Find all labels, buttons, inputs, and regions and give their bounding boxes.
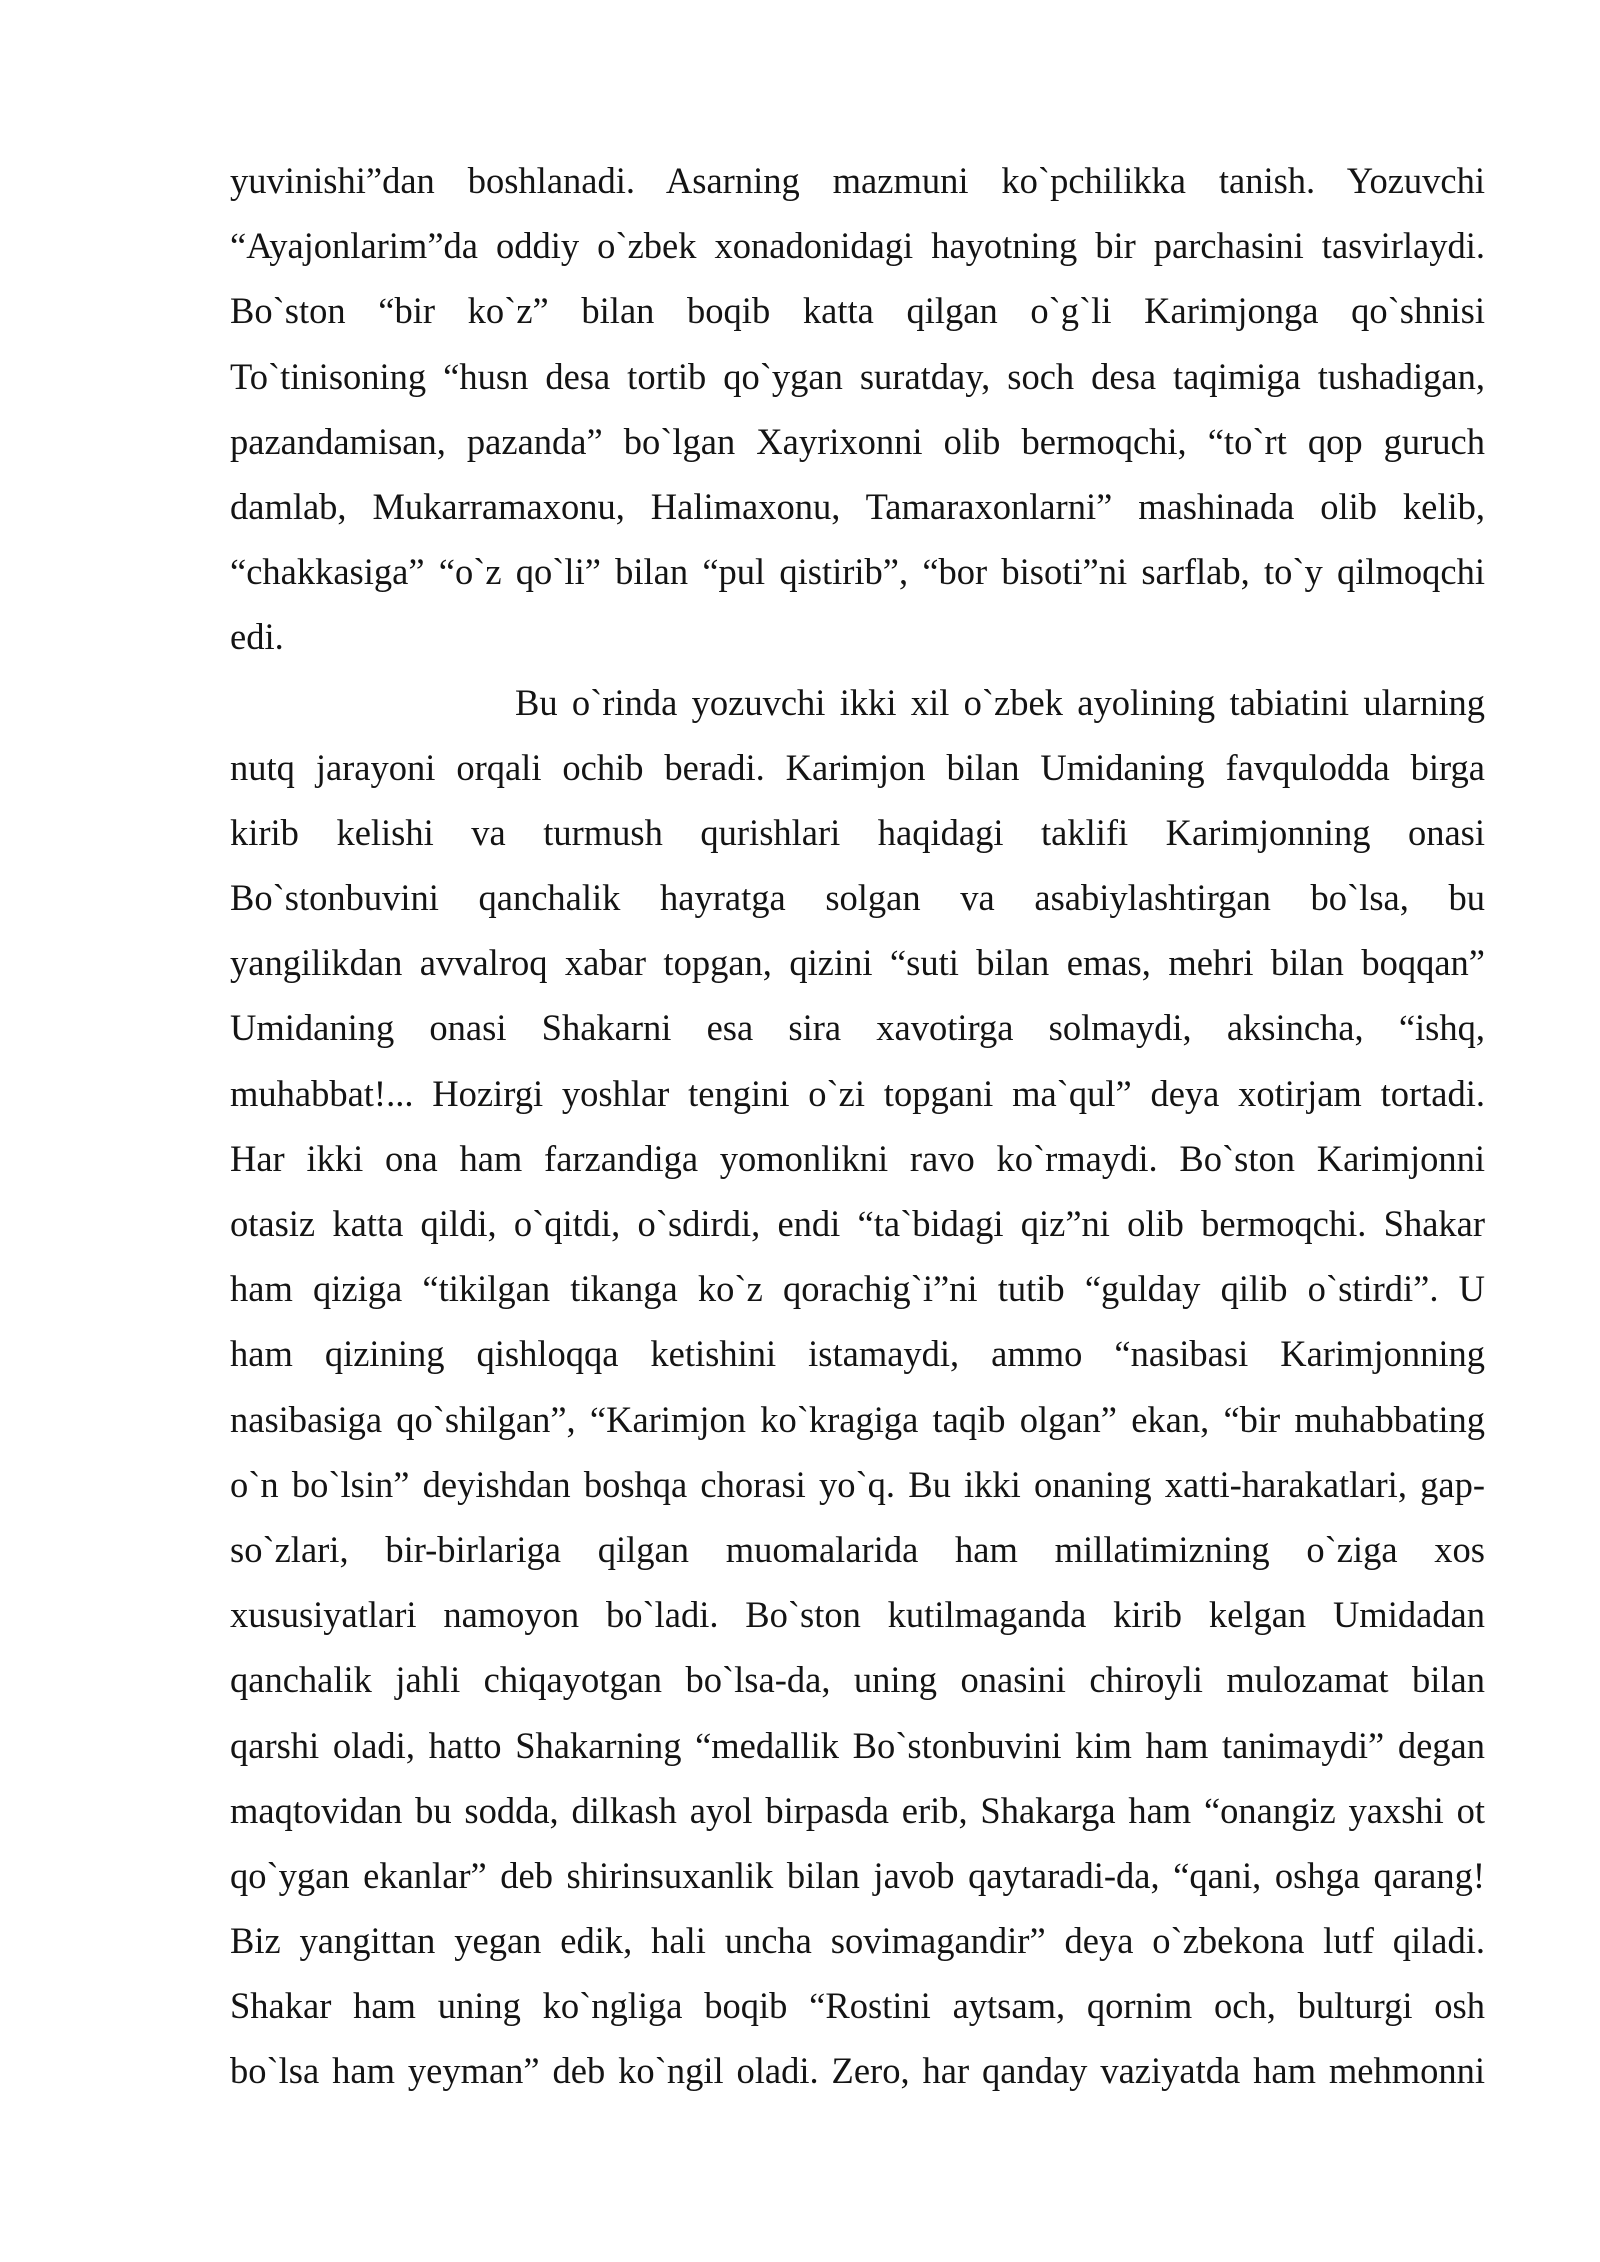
text-line: maqtovidan bu sodda, dilkash ayol birpasda erib, Shakarga ham “onangiz yaxshi ot (230, 1789, 1485, 1831)
text-line: Shakar ham uning ko`ngliga boqib “Rostini aytsam, qornim och, bulturgi osh (230, 1985, 1485, 2027)
text-line: qanchalik jahli chiqayotgan bo`lsa-da, uning onasini chiroyli mulozamat bilan (230, 1659, 1485, 1701)
text-line: xususiyatlari namoyon bo`ladi. Bo`ston kutilmaganda kirib kelgan Umidadan (230, 1594, 1485, 1636)
text-line: so`zlari, bir-birlariga qilgan muomalarida ham millatimizning o`ziga xos (230, 1528, 1485, 1570)
text-line: edi. (230, 616, 284, 658)
text-line: qo`ygan ekanlar” deb shirinsuxanlik bilan javob qaytaradi-da, “qani, oshga qarang! (230, 1854, 1485, 1896)
text-line: Umidaning onasi Shakarni esa sira xavotirga solmaydi, aksincha, “ishq, (230, 1007, 1485, 1049)
text-line: yuvinishi”dan boshlanadi. Asarning mazmuni ko`pchilikka tanish. Yozuvchi (230, 160, 1485, 201)
text-line: Bo`stonbuvini qanchalik hayratga solgan va asabiylashtirgan bo`lsa, bu (230, 877, 1485, 919)
text-line: nasibasiga qo`shilgan”, “Karimjon ko`kragiga taqib olgan” ekan, “bir muhabbating (230, 1398, 1485, 1440)
text-line: otasiz katta qildi, o`qitdi, o`sdirdi, endi “ta`bidagi qiz”ni olib bermoqchi. Shakar (230, 1203, 1485, 1244)
text-line: Har ikki ona ham farzandiga yomonlikni ravo ko`rmaydi. Bo`ston Karimjonni (230, 1137, 1485, 1179)
text-line: Bu o`rinda yozuvchi ikki xil o`zbek ayolining tabiatini ularning (515, 681, 1485, 723)
text-line: nutq jarayoni orqali ochib beradi. Karimjon bilan Umidaning favqulodda birga (230, 746, 1485, 788)
text-line: “Ayajonlarim”da oddiy o`zbek xonadonidagi hayotning bir parchasini tasvirlaydi. (230, 225, 1485, 267)
text-line: “chakkasiga” “o`z qo`li” bilan “pul qistirib”, “bor bisoti”ni sarflab, to`y qilmoqchi (230, 551, 1485, 593)
text-line: ham qiziga “tikilgan tikanga ko`z qorachig`i”ni tutib “gulday qilib o`stirdi”. U (230, 1268, 1485, 1310)
text-line: damlab, Mukarramaxonu, Halimaxonu, Tamaraxonlarni” mashinada olib kelib, (230, 485, 1485, 527)
text-line: kirib kelishi va turmush qurishlari haqidagi taklifi Karimjonning onasi (230, 811, 1485, 853)
text-line: bo`lsa ham yeyman” deb ko`ngil oladi. Zero, har qanday vaziyatda ham mehmonni (230, 2050, 1485, 2092)
text-line: qarshi oladi, hatto Shakarning “medallik Bo`stonbuvini kim ham tanimaydi” degan (230, 1724, 1485, 1766)
text-line: yangilikdan avvalroq xabar topgan, qizini “suti bilan emas, mehri bilan boqqan” (230, 942, 1485, 984)
text-line: pazandamisan, pazanda” bo`lgan Xayrixonni olib bermoqchi, “to`rt qop guruch (230, 420, 1485, 462)
text-line: To`tinisoning “husn desa tortib qo`ygan suratday, soch desa taqimiga tushadigan, (230, 355, 1485, 397)
body-text (230, 148, 1485, 2104)
text-line: ham qizining qishloqqa ketishini istamaydi, ammo “nasibasi Karimjonning (230, 1333, 1485, 1375)
text-line: o`n bo`lsin” deyishdan boshqa chorasi yo`q. Bu ikki onaning xatti-harakatlari, gap- (230, 1463, 1485, 1505)
text-line: muhabbat!... Hozirgi yoshlar tengini o`zi topgani ma`qul” deya xotirjam tortadi. (230, 1072, 1485, 1114)
text-line: Biz yangittan yegan edik, hali uncha sovimagandir” deya o`zbekona lutf qiladi. (230, 1920, 1485, 1962)
text-line: Bo`ston “bir ko`z” bilan boqib katta qilgan o`g`li Karimjonga qo`shnisi (230, 290, 1485, 332)
